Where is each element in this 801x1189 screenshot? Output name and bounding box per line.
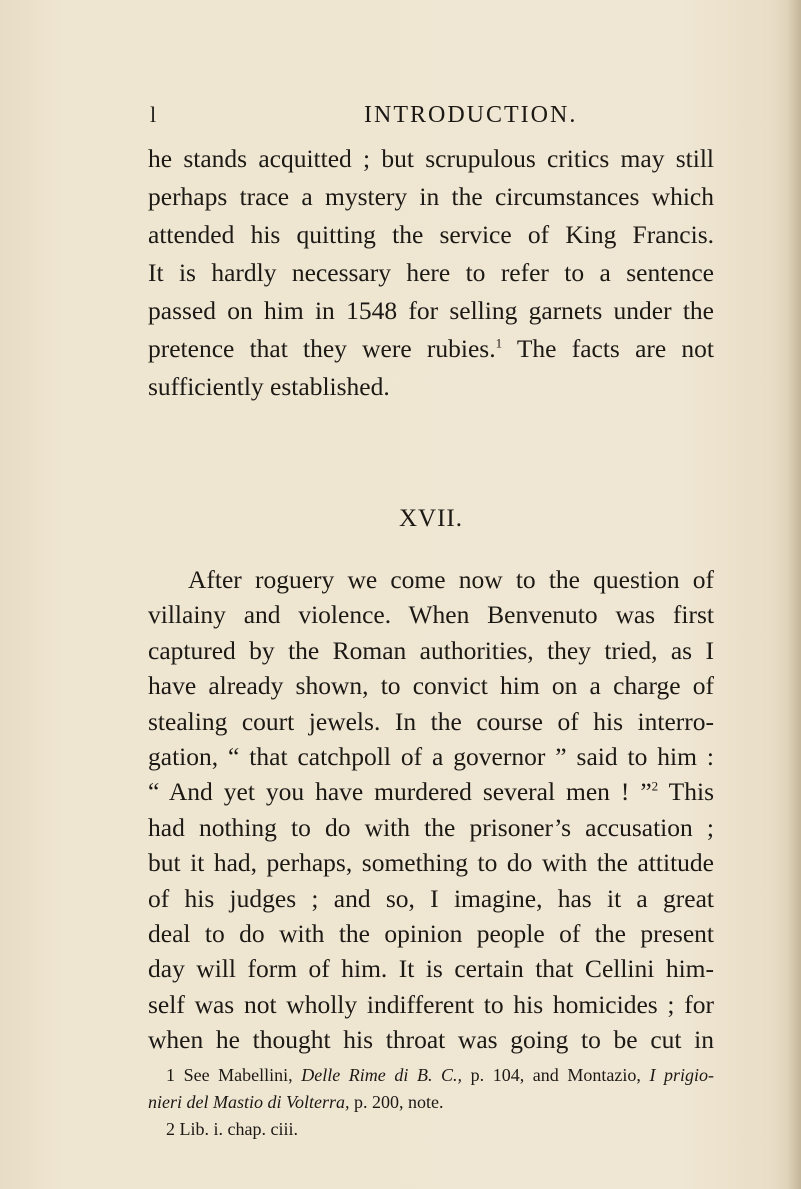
footnote-text: p. 200, note.	[354, 1092, 444, 1112]
text-line	[148, 330, 714, 368]
footnote-text: See Mabellini,	[183, 1065, 293, 1085]
text-line: self was not wholly indifferent to his homicides ; for	[148, 989, 714, 1019]
paragraph-1	[148, 140, 714, 406]
text-line	[148, 774, 714, 809]
text-line: he stands acquitted ; but scrupulous critics may still	[148, 144, 714, 173]
footnote-number: 2	[166, 1119, 175, 1139]
page-number: l	[150, 102, 158, 127]
text-line: but it had, perhaps, something to do with the attitude	[148, 848, 714, 878]
text-line: villainy and violence. When Benvenuto was first	[148, 600, 714, 630]
text-fragment: The facts are not	[516, 334, 714, 363]
text-line: captured by the Roman authorities, they tried, as I	[148, 635, 714, 665]
text-fragment: pretence that they were rubies.	[148, 334, 496, 363]
running-head-title: INTRODUCTION.	[364, 102, 578, 128]
footnote-title: nieri del Mastio di Volterra,	[148, 1092, 350, 1112]
footnote-title: Delle Rime di B. C.,	[301, 1065, 463, 1085]
page-edge-shadow	[787, 0, 801, 1189]
text-line: stealing court jewels. In the course of his interro-	[148, 706, 714, 736]
footnote-mark-1: 1	[495, 335, 503, 351]
running-head	[150, 102, 710, 136]
text-line: had nothing to do with the prisoner’s accusation ;	[148, 812, 714, 842]
footnote-text: p. 104, and Montazio,	[470, 1065, 641, 1085]
text-line: sufficiently established.	[148, 372, 390, 401]
text-fragment: This	[668, 777, 714, 807]
text-line: deal to do with the opinion people of the present	[148, 918, 714, 948]
footnote-title: I prigio-	[649, 1065, 715, 1085]
text-line: perhaps trace a mystery in the circumstances which	[148, 182, 714, 211]
text-fragment: “ And yet you have murdered several men ! ”	[148, 777, 652, 807]
footnote-1-continued	[148, 1089, 714, 1116]
footnote-2	[148, 1116, 714, 1143]
text-line: of his judges ; and so, I imagine, has it a great	[148, 883, 714, 913]
footnotes	[148, 1062, 714, 1143]
paragraph-2	[148, 562, 714, 1057]
footnote-number: 1	[166, 1065, 175, 1085]
text-line: attended his quitting the service of King Francis.	[148, 220, 714, 249]
text-line: have already shown, to convict him on a charge of	[148, 671, 714, 701]
text-line: gation, “ that catchpoll of a governor ” said to him :	[148, 741, 714, 771]
text-line: After roguery we come now to the question of	[188, 565, 714, 594]
text-line: when he thought his throat was going to be cut in	[148, 1025, 714, 1055]
text-line: day will form of him. It is certain that Cellini him-	[148, 954, 714, 984]
footnote-1	[148, 1062, 714, 1089]
footnote-mark-2: 2	[651, 778, 659, 794]
text-line: passed on him in 1548 for selling garnets under the	[148, 296, 714, 325]
text-line: It is hardly necessary here to refer to a sentence	[148, 258, 714, 287]
footnote-text: Lib. i. chap. ciii.	[179, 1119, 298, 1139]
section-heading: XVII.	[398, 505, 463, 532]
